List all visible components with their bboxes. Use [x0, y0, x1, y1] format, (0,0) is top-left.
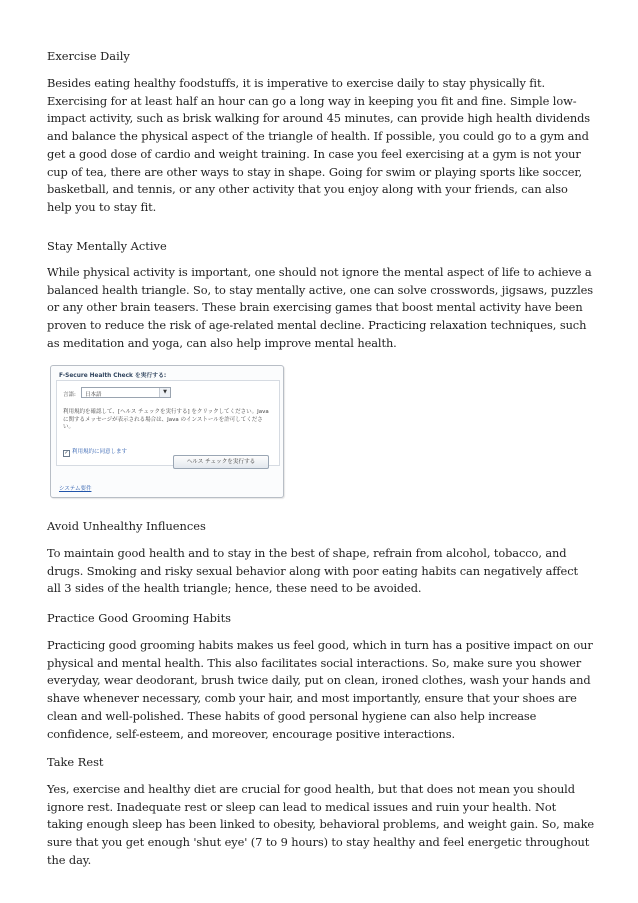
language-select[interactable] — [81, 387, 171, 398]
run-health-check-button[interactable]: ヘルス チェックを実行する — [173, 455, 269, 469]
embedded-screenshot — [50, 365, 284, 498]
language-label: 言語: — [63, 392, 76, 398]
agree-checkbox[interactable] — [63, 447, 127, 457]
paragraph-practice-good-grooming-habits: Practicing good grooming habits makes us feel good, which in turn has a positive impact on our physical and mental health. This also facilitates social interactions. So, make sure you shower everyday, wear deodorant, brush twice daily, put on clean, ironed clothes, wash your hands and shave whenever necessary, comb your hair, and most importantly, ensure that your shoes are clean and well-polished. These habits of good personal hygiene can also help increase confidence, self-esteem, and moreover, encourage positive interactions. — [47, 638, 593, 741]
paragraph-take-rest: Yes, exercise and healthy diet are crucial for good health, but that does not mean you should ignore rest. Inadequate rest or sleep can lead to medical issues and ruin your health. Not taking enough sleep has been linked to obesity, behavioral problems, and weight gain. So, make sure that you get enough 'shut eye' (7 to 9 hours) to stay healthy and feel energetic throughout the day. — [47, 782, 595, 867]
paragraph-avoid-unhealthy-influences: To maintain good health and to stay in the best of shape, refrain from alcohol, tobacco, and drugs. Smoking and risky sexual behavior along with poor eating habits can negatively affect all 3 sides of the health triangle; hence, these need to be avoided. — [47, 546, 578, 596]
paragraph-exercise-daily: Besides eating healthy foodstuffs, it is imperative to exercise daily to stay physically fit. Exercising for at least half an hour can go a long way in keeping you fit and fine. Simple low-impact activity, such as brisk walking for around 45 minutes, can provide high health dividends and balance the physical aspect of the triangle of health. If possible, you could go to a gym and get a good dose of cardio and weight training. In case you feel exercising at a gym is not your cup of tea, there are other ways to stay in shape. Going for swim or playing sports like soccer, basketball, and tennis, or any other activity that you enjoy along with your friends, can also help you to stay fit. — [47, 76, 591, 214]
screenshot-title: F-Secure Health Check を実行する: — [59, 373, 167, 379]
checkbox-icon: ✓ — [64, 450, 69, 456]
heading-exercise-daily: Exercise Daily — [47, 49, 130, 63]
language-value: 日本語 — [85, 392, 102, 398]
screenshot-panel — [56, 380, 280, 466]
system-requirements-link[interactable]: システム要件 — [59, 486, 92, 492]
agree-label: 利用規約に同意します — [72, 449, 128, 455]
terms-notice: 利用規約を確認して、[ヘルス チェックを実行する] をクリックしてください。Java に関するメッセージが表示される場合は、Java のインストールを許可してください。 — [63, 409, 269, 430]
chevron-down-icon: ▼ — [159, 388, 170, 397]
paragraph-stay-mentally-active: While physical activity is important, one should not ignore the mental aspect of life to achieve a balanced health triangle. So, to stay mentally active, one can solve crosswords, jigsaws, puzzles or any other brain teasers. These brain exercising games that boost mental activity have been proven to reduce the risk of age-related mental decline. Practicing relaxation techniques, such as meditation and yoga, can also help improve mental health. — [47, 265, 593, 350]
heading-avoid-unhealthy-influences: Avoid Unhealthy Influences — [47, 519, 206, 533]
heading-stay-mentally-active: Stay Mentally Active — [47, 239, 167, 253]
heading-take-rest: Take Rest — [47, 755, 104, 769]
heading-practice-good-grooming-habits: Practice Good Grooming Habits — [47, 611, 232, 625]
